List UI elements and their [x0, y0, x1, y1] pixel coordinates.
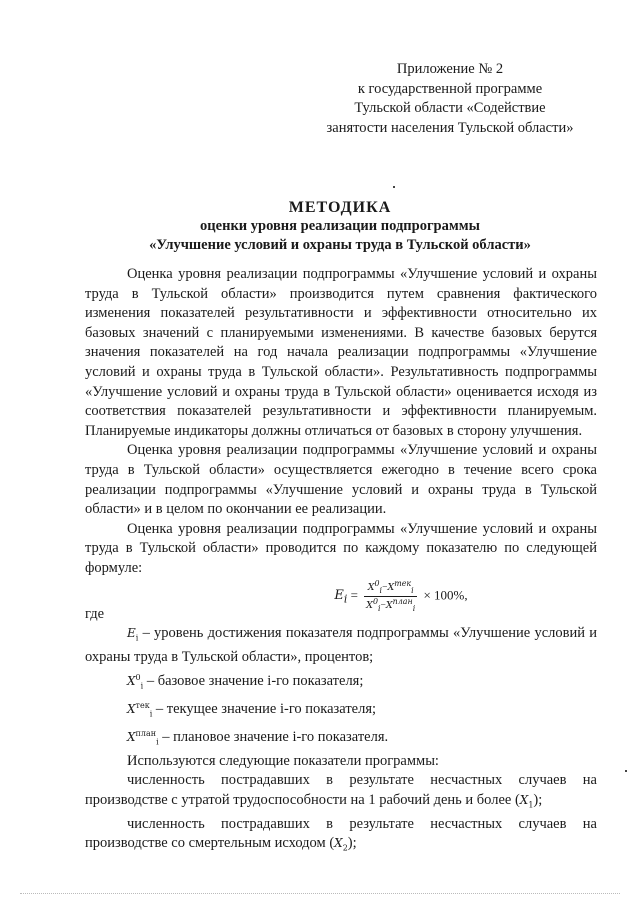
formula-lhs: $E_i$ — [334, 588, 348, 606]
document-title — [60, 198, 620, 255]
definition-item: $X^0_i$ – базовое значение i-го показателя; — [127, 672, 364, 691]
definition-item: $E_i$ – уровень достижения показателя подпрограммы «Улучшение условий и охраны труда в Тульской области», процентов; — [85, 625, 597, 666]
indicators-intro: Используются следующие показатели программы: — [127, 752, 439, 769]
appendix-line: занятости населения Тульской области» — [326, 119, 574, 136]
appendix-line: к государственной программе — [357, 80, 543, 97]
definition-item: $X^{тек}_i$ – текущее значение i-го показателя; — [127, 700, 377, 719]
paragraph: Оценка уровня реализации подпрограммы «Улучшение условий и охраны труда в Тульской области» осуществляется ежегодно в течение всего срока реализации подпрограммы «Улучшение условий и охраны труда в Тульской области» и в целом по окончании ее реализации. — [85, 442, 597, 518]
definition-item: $X^{план}_i$ – плановое значение i-го показателя. — [127, 728, 389, 747]
title-main: МЕТОДИКА — [288, 199, 392, 216]
scan-speck — [625, 770, 627, 772]
formula-equals: = — [347, 587, 362, 603]
title-subtitle: оценки уровня реализации подпрограммы — [200, 218, 480, 234]
scan-edge-noise — [20, 893, 620, 895]
indicator-item: численность пострадавших в результате несчастных случаев на производстве со смертельным исходом $(X_2)$; — [85, 815, 597, 853]
where-label: где — [85, 605, 105, 622]
formula — [85, 578, 597, 613]
paragraph: Оценка уровня реализации подпрограммы «Улучшение условий и охраны труда в Тульской области» проводится по каждому показателю по следующей формуле: — [85, 520, 597, 576]
formula-denominator: $X^0_i-X^{план}_i$ — [366, 596, 416, 613]
formula-fraction — [364, 579, 417, 614]
appendix-number: Приложение № 2 — [396, 61, 504, 77]
appendix-header — [300, 60, 600, 138]
scan-speck — [393, 186, 395, 188]
document-body — [85, 265, 597, 858]
formula-multiplier: × 100%, — [420, 587, 468, 603]
appendix-line: Тульской области «Содействие — [354, 100, 546, 116]
indicator-item: численность пострадавших в результате несчастных случаев на производстве с утратой трудоспособности на 1 рабочий день и более $(X_1)$; — [85, 772, 597, 810]
paragraph: Оценка уровня реализации подпрограммы «Улучшение условий и охраны труда в Тульской области» производится путем сравнения фактического изменения показателей результативности и эффективности относительно их базовых значений с планируемыми изменениями. В качестве базовых берутся значения показателей на год начала реализации подпрограммы «Улучшение условий и охраны труда в Тульской области». Результативность подпрограммы «Улучшение условий и охраны труда в Тульской области» оценивается исходя из соответствия показателей результативности и эффективности планируемым. Планируемые индикаторы должны отличаться от базовых в сторону улучшения. — [85, 266, 597, 439]
title-subtitle: «Улучшение условий и охраны труда в Тульской области» — [149, 237, 531, 253]
formula-numerator: $X^0_i-X^{тек}_i$ — [364, 579, 417, 597]
